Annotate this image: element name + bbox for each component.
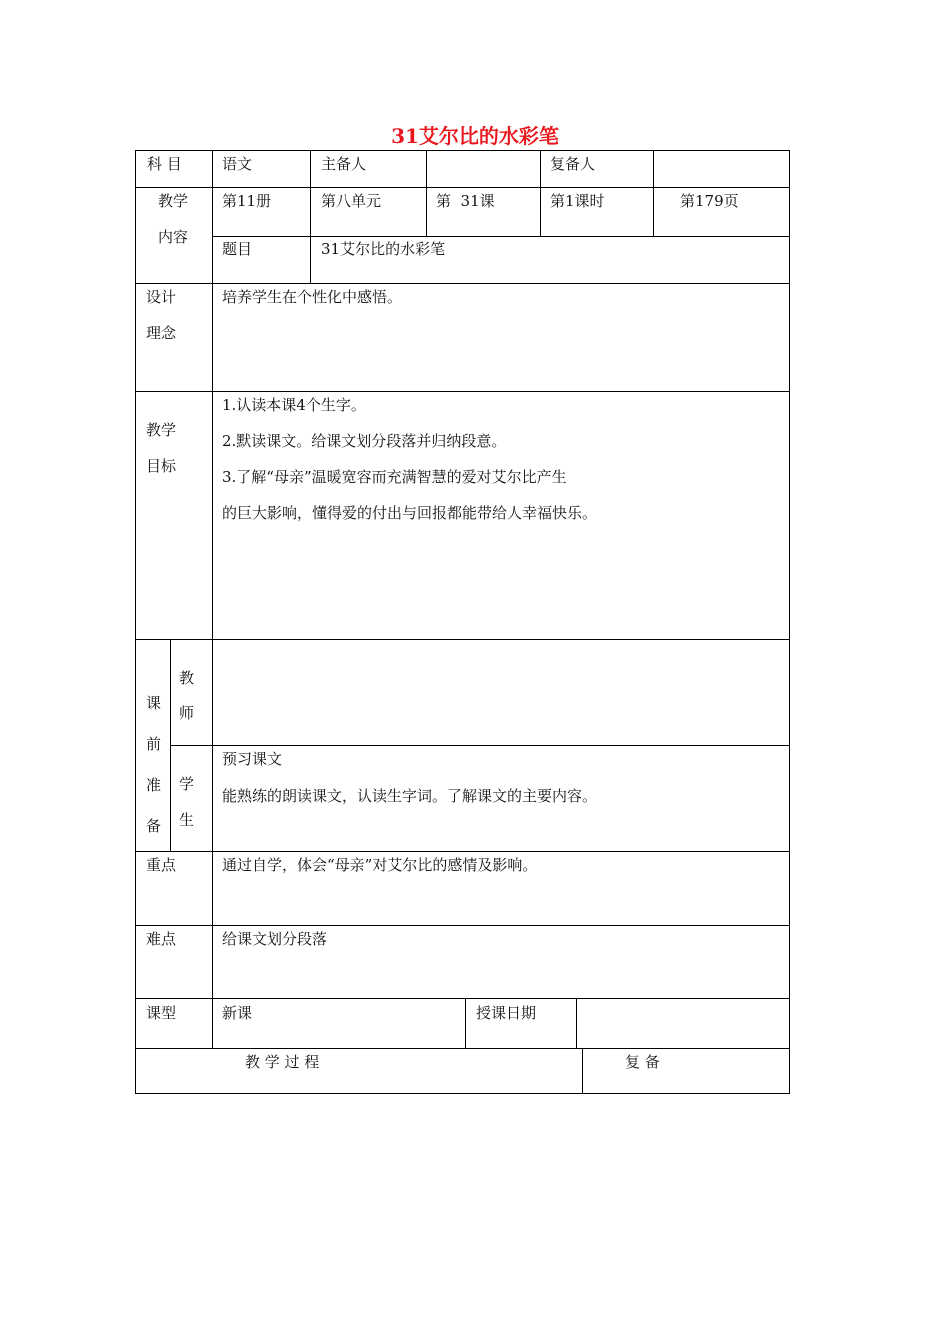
- col-line: [310, 236, 311, 283]
- col-line: [170, 639, 171, 851]
- review-header: 复 备: [625, 1053, 660, 1071]
- goal-item: 的巨大影响，懂得爱的付出与回报都能带给人幸福快乐。: [222, 504, 598, 522]
- unit-value: 第八单元: [321, 192, 382, 210]
- row-line: [135, 639, 790, 640]
- goal-item: 3.了解“母亲”温暖宽容而充满智慧的爱对艾尔比产生: [222, 468, 567, 486]
- col-line: [212, 150, 213, 1048]
- teaching-date-label: 授课日期: [476, 1004, 537, 1022]
- page-value: 第179页: [680, 192, 739, 210]
- goals-label-line2: 目标: [146, 457, 177, 475]
- topic-label: 题目: [222, 240, 253, 258]
- goal-item: 2.默读课文。给课文划分段落并归纳段意。: [222, 432, 507, 450]
- design-text: 培养学生在个性化中感悟。: [222, 288, 403, 306]
- teacher-label-char: 师: [179, 704, 195, 722]
- prep-label-char: 前: [146, 735, 162, 753]
- col-line: [540, 150, 541, 236]
- row-line: [212, 236, 790, 237]
- row-line: [135, 1048, 790, 1049]
- student-label-char: 学: [179, 775, 195, 793]
- goal-item: 1.认读本课4个生字。: [222, 396, 366, 414]
- col-line: [653, 150, 654, 236]
- content-label-line2: 内容: [158, 228, 189, 246]
- prep-label-char: 准: [146, 776, 162, 794]
- main-preparer-label: 主备人: [321, 155, 367, 173]
- lesson-type-value: 新课: [222, 1004, 253, 1022]
- lesson-type-label: 课型: [146, 1004, 177, 1022]
- student-prep-line: 预习课文: [222, 750, 283, 768]
- col-line: [310, 150, 311, 236]
- subject-label: 科 目: [147, 155, 182, 173]
- prep-label-char: 备: [146, 817, 162, 835]
- student-label-char: 生: [179, 811, 195, 829]
- student-prep-line: 能熟练的朗读课文，认读生字词。了解课文的主要内容。: [222, 787, 598, 805]
- teacher-label-char: 教: [179, 669, 195, 687]
- design-label-line2: 理念: [146, 324, 177, 342]
- volume-value: 第11册: [222, 192, 272, 210]
- key-point-text: 通过自学，体会“母亲”对艾尔比的感情及影响。: [222, 856, 538, 874]
- col-line: [465, 998, 466, 1048]
- table-bottom-border: [135, 1093, 790, 1094]
- prep-label-char: 课: [146, 694, 162, 712]
- col-line: [582, 1048, 583, 1094]
- topic-value: 31艾尔比的水彩笔: [321, 240, 446, 258]
- goals-label-line1: 教学: [146, 421, 177, 439]
- table-right-border: [789, 150, 790, 1094]
- co-preparer-label: 复备人: [550, 155, 596, 173]
- difficulty-label: 难点: [146, 930, 177, 948]
- process-header: 教 学 过 程: [245, 1053, 320, 1071]
- design-label-line1: 设计: [146, 288, 177, 306]
- table-left-border: [135, 150, 136, 1094]
- col-line: [576, 998, 577, 1048]
- period-value: 第1课时: [550, 192, 605, 210]
- lesson-value: 第 31课: [436, 192, 495, 210]
- difficulty-text: 给课文划分段落: [222, 930, 328, 948]
- content-label-line1: 教学: [158, 192, 189, 210]
- col-line: [426, 150, 427, 236]
- key-point-label: 重点: [146, 856, 177, 874]
- subject-value: 语文: [222, 155, 253, 173]
- document-title: 31艾尔比的水彩笔: [391, 124, 559, 148]
